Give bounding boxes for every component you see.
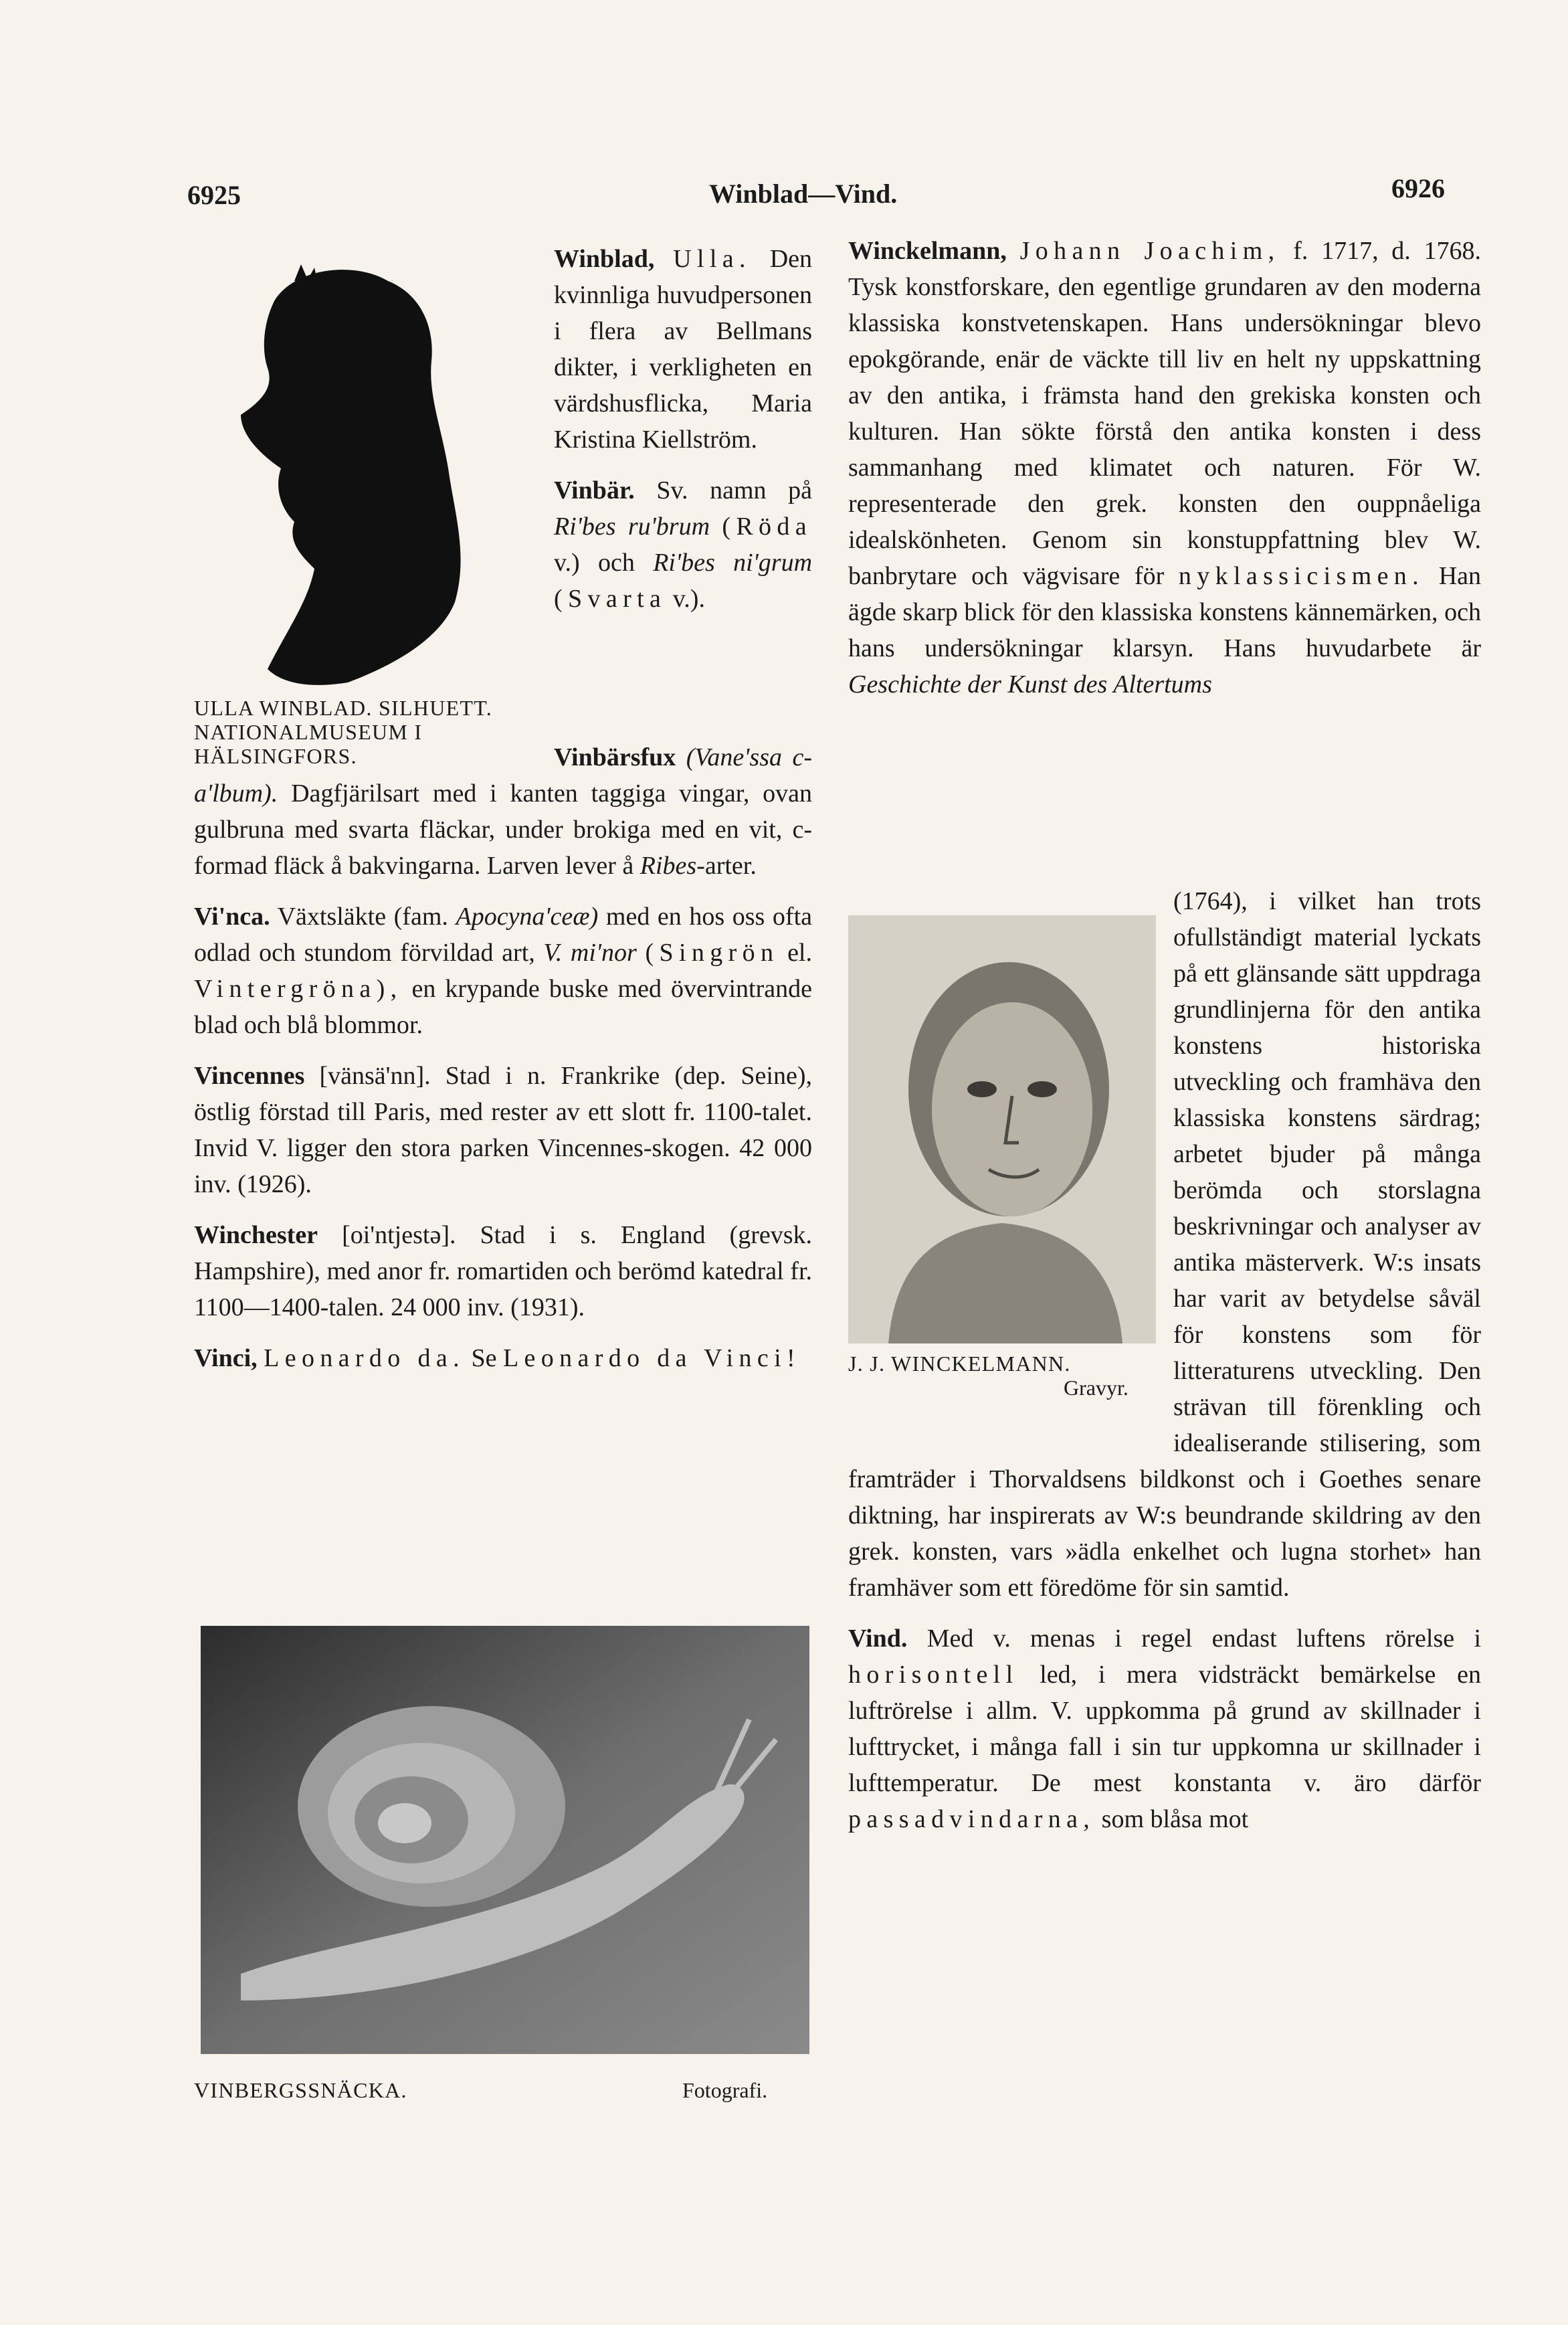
running-title: Winblad—Vind. [709, 179, 898, 209]
entry-head: Vincennes [194, 1062, 305, 1090]
left-column-upper [554, 241, 812, 632]
portrait-caption-credit: Gravyr. [1064, 1376, 1129, 1400]
entry-winblad: Winblad, Ulla. Den kvinnliga huvudpersonen i flera av Bellmans dikter, i verkligheten en värdshusflicka, Maria Kristina Kiellström. [554, 245, 813, 454]
entry-head: Winckelmann, [848, 237, 1007, 265]
entry-vinbarsfux: Vinbärsfux (Vane'ssa c-a'lbum). Dagfjärilsart med i kanten taggiga vingar, ovan gulbruna med svarta fläckar, under brokiga med en vit, c-formad fläck å bakvingarna. Larven lever å Ribes-arter. [194, 743, 812, 880]
entry-head: Vinci, [194, 1344, 258, 1372]
entry-head: Vinbärsfux [554, 743, 676, 771]
right-column-upper [848, 233, 1481, 703]
entry-vinbar: Vinbär. Sv. namn på Ri'bes ru'brum (Röda v.) och Ri'bes ni'grum (Svarta v.). [554, 476, 813, 613]
entry-vind: Vind. Med v. menas i regel endast luftens rörelse i horisontell led, i mera vidsträckt bemärkelse en luftrörelse i allm. V. uppkomma på grund av skillnader i lufttrycket, i många fall i sin tur uppkomna ur skillnader i lufttemperatur. De mest konstanta v. äro därför passadvindarna, som blåsa mot [848, 1624, 1482, 1833]
entry-head: Vinbär. [554, 476, 635, 504]
entry-winckelmann: Winckelmann, Johann Joachim, f. 1717, d. 1768. Tysk konstforskare, den egentlige grundaren av den moderna klassiska konstvetenskapen. Hans undersökningar blevo epokgörande, enär de väckte till liv en helt ny uppskattning av den antika, i främsta hand den grekiska konsten och kulturen. Han sökte förstå den antika konsten i dess sammanhang med klimatet och naturen. För W. representerade den grek. konsten den ouppnåeliga idealskönheten. Genom sin konstuppfattning blev W. banbrytare och vägvisare för nyklassicismen. Han ägde skarp blick för den klassiska konstens kännemärken, och hans undersökningar klarsyn. Hans huvudarbete är Geschichte der Kunst des Altertums [848, 237, 1481, 699]
silhouette-caption: ULLA WINBLAD. SILHUETT. NATIONALMUSEUM I HÄLSINGFORS. [194, 696, 492, 768]
entry-winckelmann-cont: (1764), i vilket han trots ofullständigt material lyckats på ett glänsande sätt uppdraga grundlinjerna för den antika konstens historiska utveckling och framhäva den klassiska konstens särdrag; arbetet bjuder på många berömda och storslagna beskrivningar och analyser av antika mästerverk. W:s insats har varit av betydelse såväl för konstens som för litteraturens utveckling. Den strävan till förenkling och idealiserande stilisering, som framträder i Thorvaldsens bildkonst och i Goethes senare diktning, har inspirerats av W:s beundrande skildring av den grek. konsten, vars »ädla enkelhet och lugna storhet» han framhäver som ett föredöme för sin samtid. [848, 887, 1481, 1602]
snail-photograph [201, 1626, 809, 2054]
portrait-caption: J. J. WINCKELMANN. [848, 1352, 1071, 1376]
entry-vinci: Vinci, Leonardo da. Se Leonardo da Vinci! [194, 1344, 801, 1372]
entry-winchester: Winchester [oi'ntjestə]. Stad i s. England (grevsk. Hampshire), med anor fr. romartiden och berömd katedral fr. 1100—1400-talen. 24 000 inv. (1931). [194, 1221, 812, 1321]
entry-head: Winchester [194, 1221, 318, 1249]
page-number-left: 6925 [187, 180, 241, 210]
entry-head: Winblad, [554, 245, 655, 273]
page-number-right: 6926 [1391, 173, 1445, 203]
entry-vinca: Vi'nca. Växtsläkte (fam. Apocyna'ceæ) med en hos oss ofta odlad och stundom förvildad art, V. mi'nor (Singrön el. Vintergröna), en krypande buske med övervintrande blad och blå blommor. [194, 903, 813, 1039]
silhouette-image [201, 254, 468, 689]
entry-head: Vi'nca. [194, 903, 270, 931]
snail-caption-credit: Fotografi. [682, 2078, 768, 2102]
left-column-lower [194, 739, 812, 1391]
right-column-lower [848, 883, 1481, 1852]
entry-head: Vind. [848, 1624, 908, 1653]
snail-caption: VINBERGSSNÄCKA. [194, 2078, 407, 2102]
entry-vincennes: Vincennes [vänsä'nn]. Stad i n. Frankrike (dep. Seine), östlig förstad till Paris, med rester av ett slott fr. 1100-talet. Invid V. ligger den stora parken Vincennes-skogen. 42 000 inv. (1926). [194, 1062, 813, 1198]
